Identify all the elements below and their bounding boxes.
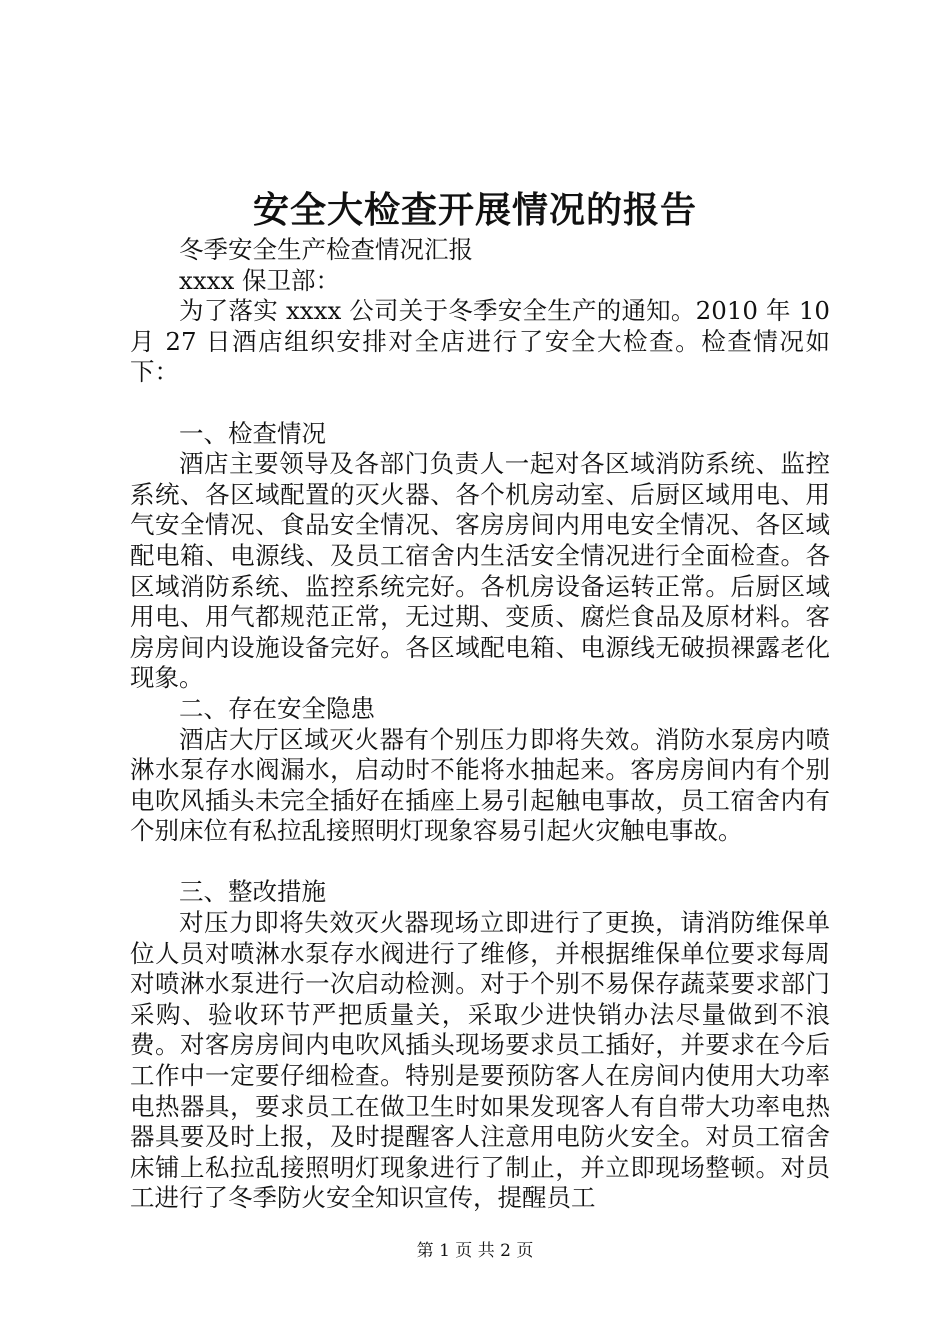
section-1-heading: 一、检查情况 [179, 418, 326, 448]
document-body [130, 232, 830, 1214]
section-3-heading: 三、整改措施 [179, 877, 326, 907]
report-subtitle: 冬季安全生产检查情况汇报 [179, 235, 473, 264]
page-number-footer: 第 1 页 共 2 页 [416, 1241, 534, 1261]
section-3-body: 对压力即将失效灭火器现场立即进行了更换，请消防维保单位人员对喷淋水泵存水阀进行了维修，并根据维保单位要求每周对喷淋水泵进行一次启动检测。对于个别不易保存蔬菜要求部门采购、验收环节严把质量关，采取少进快销办法尽量做到不浪费。对客房房间内电吹风插头现场要求员工插好，并要求在今后工作中一定要仔细检查。特别是要预防客人在房间内使用大功率电热器具，要求员工在做卫生时如果发现客人有自带大功率电热器具要及时上报，及时提醒客人注意用电防火安全。对员工宿舍床铺上私拉乱接照明灯现象进行了制止，并立即现场整顿。对员工进行了冬季防火安全知识宣传，提醒员工 [130, 908, 830, 1213]
document-title: 安全大检查开展情况的报告 [252, 189, 697, 231]
intro-paragraph: 为了落实 xxxx 公司关于冬季安全生产的通知。2010 年 10 月 27 日酒店组织安排对全店进行了安全大检查。检查情况如下： [130, 296, 830, 387]
section-2-body: 酒店大厅区域灭火器有个别压力即将失效。消防水泵房内喷淋水泵存水阀漏水，启动时不能将水抽起来。客房房间内有个别电吹风插头未完全插好在插座上易引起触电事故，员工宿舍内有个别床位有私拉乱接照明灯现象容易引起火灾触电事故。 [130, 724, 830, 846]
paragraph-gap [130, 388, 830, 419]
paragraph-gap [130, 847, 830, 878]
addressee: xxxx 保卫部： [179, 265, 341, 295]
section-1-body: 酒店主要领导及各部门负责人一起对各区域消防系统、监控系统、各区域配置的灭火器、各个机房动室、后厨区域用电、用气安全情况、食品安全情况、客房房间内用电安全情况、各区域配电箱、电源线、及员工宿舍内生活安全情况进行全面检查。各区域消防系统、监控系统完好。各机房设备运转正常。后厨区域用电、用气都规范正常，无过期、变质、腐烂食品及原材料。客房房间内设施设备完好。各区域配电箱、电源线无破损裸露老化现象。 [130, 449, 830, 693]
section-2-heading: 二、存在安全隐患 [179, 693, 375, 723]
